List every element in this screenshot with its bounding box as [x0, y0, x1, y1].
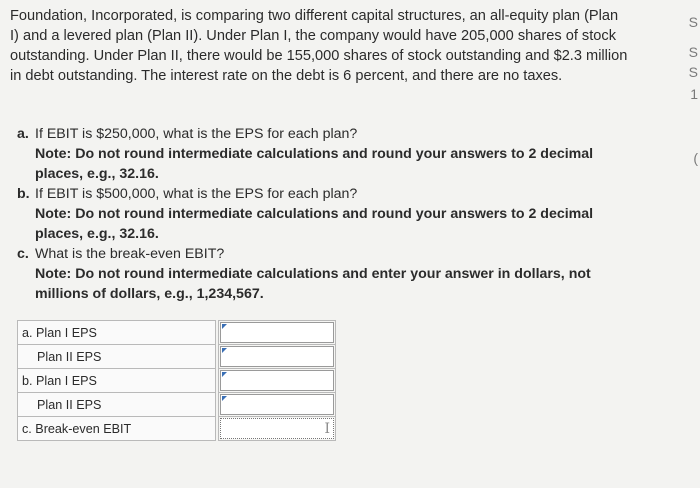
problem-statement: Foundation, Incorporated, is comparing two different capital structures, an all-equity plan (Plan I) and a levered plan (Plan II). Under Plan I, the company would have 205,000 shares of stock outstanding. Under Plan II, there would be 155,000 shares of stock outstanding and $2.3 million in debt outstanding. The interest rate on the debt is 6 percent, and there are no taxes. [10, 8, 628, 84]
plan-2-eps-b-input[interactable] [220, 394, 334, 415]
row-label: Plan II EPS [18, 393, 216, 417]
plan-2-eps-a-input[interactable] [220, 346, 334, 367]
edge-glyph: S [688, 44, 698, 60]
question-letter: c. [17, 246, 29, 262]
question-note: Note: Do not round intermediate calculations and round your answers to 2 decimal places, e.g., 32.16. [35, 206, 594, 242]
input-cell [219, 345, 336, 369]
question-b [17, 184, 627, 244]
table-row [18, 321, 336, 345]
input-cell [219, 393, 336, 417]
question-letter: a. [17, 126, 29, 142]
row-label: b. Plan I EPS [18, 369, 216, 393]
input-cell [219, 417, 336, 441]
flag-marker-icon [222, 324, 227, 329]
text-cursor-icon: I [324, 421, 330, 437]
question-c [17, 244, 627, 304]
break-even-ebit-input[interactable] [220, 418, 334, 439]
edge-glyph: ( [693, 150, 698, 166]
plan-1-eps-a-input[interactable] [220, 322, 334, 343]
edge-glyph: S [688, 14, 698, 30]
plan-1-eps-b-input[interactable] [220, 370, 334, 391]
flag-marker-icon [222, 396, 227, 401]
question-text: What is the break-even EBIT? [35, 246, 225, 262]
flag-marker-icon [222, 348, 227, 353]
answer-table [17, 320, 336, 441]
question-note: Note: Do not round intermediate calculations and round your answers to 2 decimal places, e.g., 32.16. [35, 146, 594, 182]
row-label: c. Break-even EBIT [18, 417, 216, 441]
flag-marker-icon [222, 372, 227, 377]
table-row [18, 417, 336, 441]
question-note: Note: Do not round intermediate calculations and enter your answer in dollars, not millions of dollars, e.g., 1,234,567. [35, 266, 591, 302]
edge-glyph: 1 [690, 86, 698, 102]
table-row [18, 393, 336, 417]
input-cell [219, 369, 336, 393]
table-row [18, 369, 336, 393]
question-letter: b. [17, 186, 30, 202]
row-label: a. Plan I EPS [18, 321, 216, 345]
row-label: Plan II EPS [18, 345, 216, 369]
table-row [18, 345, 336, 369]
question-text: If EBIT is $500,000, what is the EPS for each plan? [35, 186, 358, 202]
question-list [17, 124, 627, 304]
question-text: If EBIT is $250,000, what is the EPS for each plan? [35, 126, 358, 142]
input-cell [219, 321, 336, 345]
edge-glyph: S [688, 64, 698, 80]
question-a [17, 124, 627, 184]
